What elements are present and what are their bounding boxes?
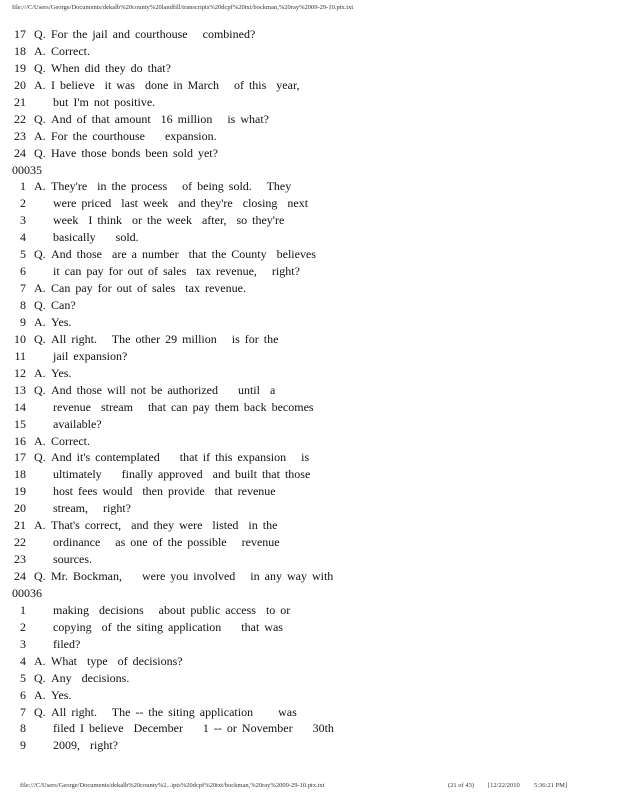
- line-text: I believe it was done in March of this year,: [51, 77, 300, 92]
- transcript-line: [12, 704, 608, 721]
- transcript-line: [12, 314, 608, 331]
- transcript-body: [12, 26, 608, 754]
- line-number: 16: [14, 433, 26, 448]
- transcript-line: [12, 619, 608, 636]
- line-text: sources.: [53, 552, 92, 567]
- speaker-label: Q.: [34, 670, 46, 685]
- line-text: That's correct, and they were listed in the: [51, 518, 278, 533]
- header-file-path: file:///C/Users/George/Documents/dekalb%20county%20landfill/transcripts%20dcpf%20txt/bockman,%20ray%2009-29-10.ptx.txt: [12, 4, 354, 11]
- speaker-label: A.: [34, 653, 46, 668]
- line-number: 3: [20, 213, 26, 228]
- line-text: They're in the process of being sold. They: [51, 179, 292, 194]
- speaker-label: Q.: [34, 111, 46, 126]
- transcript-line: [12, 212, 608, 229]
- line-number: 3: [20, 636, 26, 651]
- line-number: 9: [20, 738, 26, 753]
- line-number: 17: [14, 450, 26, 465]
- speaker-label: Q.: [34, 450, 46, 465]
- line-text: it can pay for out of sales tax revenue, right?: [53, 264, 300, 279]
- line-text: Yes.: [51, 365, 72, 380]
- line-text: All right. The other 29 million is for the: [51, 331, 279, 346]
- line-text: jail expansion?: [53, 348, 128, 363]
- transcript-line: [12, 737, 608, 754]
- line-number: 13: [14, 382, 26, 397]
- transcript-line: [12, 280, 608, 297]
- line-number: 14: [14, 399, 26, 414]
- line-number: 21: [14, 518, 26, 533]
- speaker-label: Q.: [34, 298, 46, 312]
- speaker-label: A.: [34, 43, 46, 58]
- line-number: 1: [20, 602, 26, 617]
- transcript-line: [12, 263, 608, 280]
- line-text: Can pay for out of sales tax revenue.: [51, 281, 246, 296]
- line-number: 6: [20, 264, 26, 279]
- line-text: Correct.: [51, 433, 90, 448]
- line-number: 5: [20, 670, 26, 685]
- line-text: filed I believe December 1 -- or November 30th: [53, 721, 334, 736]
- line-text: but I'm not positive.: [53, 94, 156, 109]
- line-text: week I think or the week after, so they're: [53, 213, 285, 228]
- transcript-line: [12, 534, 608, 551]
- line-number: 22: [14, 535, 26, 550]
- line-text: revenue stream that can pay them back becomes: [53, 399, 314, 414]
- speaker-label: A.: [34, 128, 46, 143]
- line-number: 6: [20, 687, 26, 702]
- transcript-line: [12, 145, 608, 162]
- page-marker: 00035: [12, 162, 42, 177]
- transcript-line: [12, 297, 608, 314]
- transcript-line: [12, 416, 608, 433]
- line-number: 4: [20, 230, 26, 245]
- page-footer: [12, 782, 608, 794]
- line-text: When did they do that?: [51, 60, 171, 75]
- line-number: 10: [14, 331, 26, 346]
- line-number: 21: [14, 94, 26, 109]
- speaker-label: A.: [34, 179, 46, 194]
- footer-time: 5:36:21 PM]: [534, 782, 568, 789]
- page-marker: 00036: [12, 585, 42, 600]
- line-number: 8: [20, 298, 26, 312]
- line-text: ultimately finally approved and built that those: [53, 467, 311, 482]
- line-text: ordinance as one of the possible revenue: [53, 535, 280, 550]
- transcript-line: [12, 365, 608, 382]
- transcript-line: [12, 483, 608, 500]
- line-text: filed?: [53, 636, 81, 651]
- transcript-line: [12, 331, 608, 348]
- line-number: 18: [14, 43, 26, 58]
- speaker-label: Q.: [34, 60, 46, 75]
- line-number: 19: [14, 60, 26, 75]
- speaker-label: A.: [34, 314, 46, 329]
- line-number: 24: [14, 569, 26, 583]
- line-number: 23: [14, 128, 26, 143]
- line-text: What type of decisions?: [51, 653, 183, 668]
- transcript-line: [12, 111, 608, 128]
- transcript-line: [12, 26, 608, 43]
- transcript-line: [12, 60, 608, 77]
- footer-page-count: (21 of 43): [448, 782, 474, 789]
- speaker-label: Q.: [34, 382, 46, 397]
- speaker-label: A.: [34, 687, 46, 702]
- speaker-label: A.: [34, 433, 46, 448]
- line-number: 7: [20, 704, 26, 719]
- line-text: 2009, right?: [53, 738, 118, 753]
- transcript-line: [12, 568, 608, 585]
- speaker-label: A.: [34, 365, 46, 380]
- transcript-line: [12, 43, 608, 60]
- line-number: 2: [20, 619, 26, 634]
- line-number: 12: [14, 365, 26, 380]
- line-text: available?: [53, 416, 102, 431]
- line-text: stream, right?: [53, 501, 131, 516]
- transcript-line: [12, 670, 608, 687]
- line-number: 2: [20, 196, 26, 211]
- transcript-line: [12, 77, 608, 94]
- transcript-line: [12, 246, 608, 263]
- line-number: 11: [14, 348, 26, 363]
- line-number: 8: [20, 721, 26, 736]
- line-number: 5: [20, 247, 26, 262]
- footer-date: [12/22/2010: [488, 782, 520, 789]
- line-number: 18: [14, 467, 26, 482]
- transcript-line: [12, 636, 608, 653]
- line-number: 23: [14, 552, 26, 567]
- transcript-line: [12, 178, 608, 195]
- line-text: Have those bonds been sold yet?: [51, 145, 218, 160]
- transcript-line: [12, 602, 608, 619]
- line-number: 15: [14, 416, 26, 431]
- speaker-label: Q.: [34, 247, 46, 262]
- speaker-label: A.: [34, 518, 46, 533]
- transcript-line: [12, 720, 608, 737]
- transcript-line: [12, 399, 608, 416]
- line-number: 20: [14, 77, 26, 92]
- line-text: And those are a number that the County believes: [51, 247, 316, 262]
- line-text: And it's contemplated that if this expansion is: [51, 450, 310, 465]
- line-number: 7: [20, 281, 26, 296]
- transcript-line: [12, 687, 608, 704]
- speaker-label: Q.: [34, 145, 46, 160]
- speaker-label: Q.: [34, 331, 46, 346]
- line-number: 22: [14, 111, 26, 126]
- line-number: 24: [14, 145, 26, 160]
- transcript-line: [12, 195, 608, 212]
- speaker-label: Q.: [34, 569, 46, 583]
- line-text: Can?: [51, 298, 76, 312]
- line-text: host fees would then provide that revenue: [53, 484, 276, 499]
- transcript-line: [12, 653, 608, 670]
- line-text: Yes.: [51, 314, 72, 329]
- speaker-label: A.: [34, 281, 46, 296]
- line-number: 17: [14, 27, 26, 41]
- transcript-line: [12, 348, 608, 365]
- transcript-line: [12, 517, 608, 534]
- line-text: Any decisions.: [51, 670, 130, 685]
- line-number: 4: [20, 653, 26, 668]
- line-text: copying of the siting application that was: [53, 619, 283, 634]
- transcript-line: [12, 382, 608, 399]
- transcript-line: [12, 449, 608, 466]
- line-text: basically sold.: [53, 230, 139, 245]
- line-number: 9: [20, 314, 26, 329]
- line-text: Yes.: [51, 687, 72, 702]
- transcript-line: [12, 466, 608, 483]
- speaker-label: A.: [34, 77, 46, 92]
- transcript-line: [12, 500, 608, 517]
- transcript-line: [12, 94, 608, 111]
- line-text: All right. The -- the siting application was: [51, 704, 297, 719]
- speaker-label: Q.: [34, 27, 46, 41]
- footer-file-path: file:///C/Users/George/Documents/dekalb%20county%2...ipts%20dcpf%20txt/bockman,%20ray%2009-29-10.ptx.txt: [20, 782, 325, 789]
- speaker-label: Q.: [34, 704, 46, 719]
- transcript-line: [12, 229, 608, 246]
- transcript-line: [12, 433, 608, 450]
- line-text: And of that amount 16 million is what?: [51, 111, 269, 126]
- line-number: 19: [14, 484, 26, 499]
- line-number: 20: [14, 501, 26, 516]
- line-text: making decisions about public access to or: [53, 602, 291, 617]
- line-text: Mr. Bockman, were you involved in any way with: [51, 569, 334, 583]
- transcript-line: [12, 551, 608, 568]
- line-number: 1: [20, 179, 26, 194]
- line-text: For the courthouse expansion.: [51, 128, 217, 143]
- line-text: For the jail and courthouse combined?: [51, 27, 256, 41]
- line-text: And those will not be authorized until a: [51, 382, 276, 397]
- transcript-line: [12, 128, 608, 145]
- line-text: Correct.: [51, 43, 90, 58]
- line-text: were priced last week and they're closing next: [53, 196, 309, 211]
